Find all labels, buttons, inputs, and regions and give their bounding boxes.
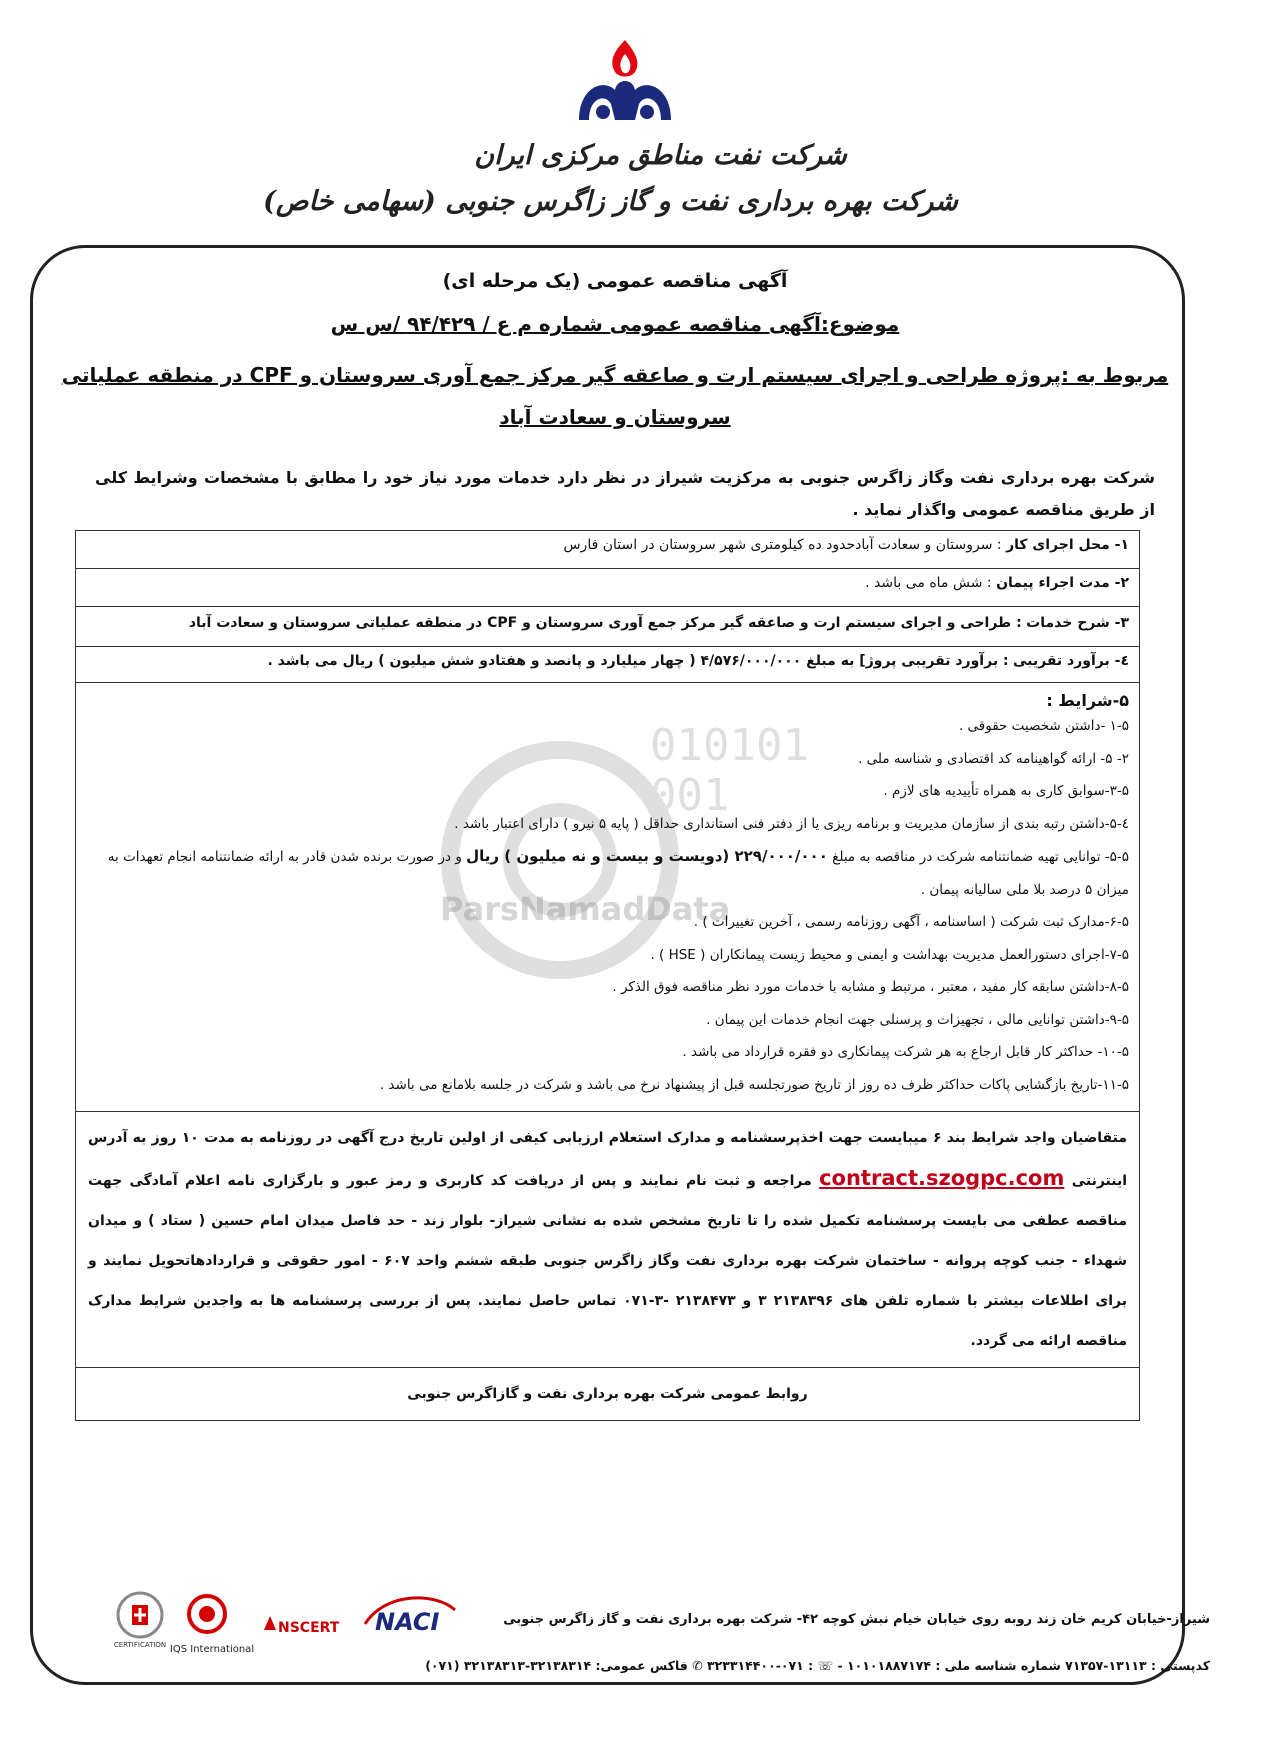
- watermark-text: ParsNamadData: [440, 890, 731, 928]
- notice-related: مربوط به :پروژه طراحی و اجرای سیستم ارت و صاعقه گیر مرکز جمع آوری سروستان و CPF در منطقه عملیاتی سروستان و سعادت آباد: [61, 363, 1169, 429]
- public-relations-signature: روابط عمومی شرکت بهره برداری نفت و گازاگرس جنوبی: [76, 1368, 1140, 1421]
- table-row: [76, 569, 1140, 607]
- item-label: ٤- برآورد تقریبی: [1013, 653, 1129, 669]
- conditions-heading: ۵-شرایط :: [1046, 691, 1129, 710]
- iqs-logo: [169, 1590, 255, 1660]
- table-row: [76, 647, 1140, 683]
- notice-subject: موضوع:آگهی مناقصه عمومی شماره م ع / ۹۴/۴۲۹ /س س: [330, 312, 900, 336]
- item-label: ۲- مدت اجراء پیمان: [996, 575, 1129, 591]
- naci-label: NACI: [375, 1608, 440, 1636]
- guarantee-pre: ۵-۵- توانایی تهیه ضمانتنامه شرکت در مناقصه به مبلغ: [832, 849, 1129, 865]
- company-logo: [565, 38, 685, 130]
- seal-label: CERTIFICATION: [113, 1641, 167, 1649]
- condition-item: ۷-۵-اجرای دستورالعمل مدیریت بهداشت و ایمنی و محیط زیست پیمانکاران ( HSE ) .: [650, 946, 1129, 963]
- company-name-line2: شرکت بهره برداری نفت و گاز زاگرس جنوبی (سهامی خاص): [263, 186, 958, 217]
- notice-intro: شرکت بهره برداری نفت وگاز زاگرس جنوبی به مرکزیت شیراز در نظر دارد خدمات مورد نیاز خود را مطابق با مشخصات وشرایط کلی از طریق مناقصه عمومی واگذار نماید .: [95, 468, 1155, 519]
- condition-item: ٤-۵-داشتن رتبه بندی از سازمان مدیریت و برنامه ریزی یا از دفتر فنی استانداری حداقل ( پایه ۵ نیرو ) دارای اعتبار باشد .: [454, 815, 1129, 832]
- table-row: [76, 607, 1140, 647]
- item-location: [76, 531, 1140, 569]
- item-estimate: [76, 647, 1140, 683]
- guarantee-amount: ۲۲۹/۰۰۰/۰۰۰ (دویست و بیست و نه میلیون ) ریال: [466, 847, 828, 865]
- condition-item-guarantee: [86, 840, 1129, 906]
- table-row: [76, 683, 1140, 1112]
- item-services: [76, 607, 1140, 647]
- applicants-instructions: [76, 1112, 1140, 1368]
- condition-item: ۸-۵-داشتن سابقه کار مفید ، معتبر ، مرتبط و مشابه با خدمات مورد نظر مناقصه فوق الذکر .: [612, 979, 1129, 995]
- registration-link[interactable]: contract.szogpc.com: [819, 1166, 1065, 1190]
- item-duration: [76, 569, 1140, 607]
- guarantee-post: و در صورت برنده شدن قادر به ارائه ضمانتنامه انجام تعهدات به میزان ۵ درصد بلا ملی سالیانه پیمان .: [107, 849, 1129, 898]
- condition-item: ۱-۵ -داشتن شخصیت حقوقی .: [958, 718, 1129, 734]
- company-name-line1: شرکت نفت مناطق مرکزی ایران: [474, 140, 847, 171]
- condition-item: ۹-۵-داشتن توانایی مالی ، تجهیزات و پرسنلی جهت انجام خدمات این پیمان .: [706, 1011, 1129, 1028]
- item-label: ۱- محل اجرای کار: [1006, 537, 1129, 553]
- svg-text:010101: 010101: [650, 720, 809, 771]
- nscert-logo: [260, 1610, 340, 1640]
- conditions-cell: [76, 683, 1140, 1112]
- condition-item: ۶-۵-مدارک ثبت شرکت ( اساسنامه ، آگهی روزنامه رسمی ، آخرین تغییرات ) .: [693, 914, 1129, 930]
- footer-address: شیراز-خیابان کریم خان زند روبه روی خیابان خیام نبش کوچه ۴۲- شرکت بهره برداری نفت و گاز زاگرس جنوبی: [503, 1612, 1210, 1627]
- certification-seal-icon: [115, 1590, 165, 1650]
- item-value: : سروستان و سعادت آبادحدود ده کیلومتری شهر سروستان در استان فارس: [563, 537, 1002, 553]
- table-row: [76, 1368, 1140, 1421]
- item-value: : برآورد تقریبی پروژ] به مبلغ ۴/۵۷۶/۰۰۰/۰۰۰ ( چهار میلیارد و پانصد و هفتادو شش میلیون ) ریال می باشد .: [267, 653, 1009, 669]
- footer-contact: کدپستی : ۱۳۱۱۳-۷۱۳۵۷ شماره شناسه ملی : ۱۰۱۰۱۸۸۷۱۷۴ - ☏ : ۰۷۱-۳۲۳۳۱۴۴۰۰ ✆ فاکس عمومی: ۳۲۱۳۸۳۱۴-۳۲۱۳۸۳۱۳ (۰۷۱): [425, 1658, 1210, 1673]
- item-label: ۳- شرح خدمات: [1026, 615, 1129, 631]
- condition-item: ۱۱-۵-تاریخ بازگشایی پاکات حداکثر ظرف ده روز از تاریخ صورتجلسه قبل از پیشنهاد نرخ می باشد و شرکت در جلسه بلامانع می باشد .: [379, 1076, 1129, 1093]
- condition-item: ۱۰-۵- حداکثر کار قابل ارجاع به هر شرکت پیمانکاری دو فقره قرارداد می باشد .: [682, 1044, 1129, 1060]
- applicants-text-part2: مراجعه و ثبت نام نمایند و پس از دریافت کد کاربری و رمز عبور و بارگزاری نامه اعلام آمادگی جهت مناقصه عطفی می بایست پرسشنامه تکمیل شده را تا تاریخ مشخص شده به نشانی شیراز- بلوار زند - حد فاصل میدان امام حسین ( ستاد ) و میدان شهداء - جنب کوچه پروانه - ساختمان شرکت بهره برداری نفت وگاز زاگرس جنوبی طبقه ششم واحد ۶۰۷ - امور حقوقی و قراردادهاتحویل نمایند و برای اطلاعات بیشتر با شماره تلفن های ۲۱۳۸۳۹۶ ۳ و ۲۱۳۸۴۷۳ -۳-۰۷۱ تماس حاصل نمایند. پس از بررسی پرسشنامه ها به واجدین شرایط مدارک مناقصه ارائه می گردد.: [88, 1173, 1128, 1349]
- svg-text:001: 001: [650, 770, 730, 821]
- naci-logo: [355, 1590, 465, 1650]
- notice-title: آگهی مناقصه عمومی (یک مرحله ای): [442, 270, 788, 292]
- nscert-label: NSCERT: [278, 1620, 340, 1636]
- iqs-label: IQS International: [169, 1644, 255, 1655]
- applicants-text-part1: متقاضیان واجد شرایط بند ۶ میبایست جهت اخذپرسشنامه و مدارک استعلام ارزیابی کیفی از اولین تاریخ درج آگهی در روزنامه به مدت ۱۰ روز به آدرس اینترنتی: [88, 1130, 1128, 1189]
- condition-item: ۲- ۵- ارائه گواهینامه کد اقتصادی و شناسه ملی .: [858, 750, 1129, 767]
- table-row: [76, 1112, 1140, 1368]
- table-row: [76, 531, 1140, 569]
- condition-item: ۳-۵-سوابق کاری به همراه تأییدیه های لازم .: [883, 783, 1129, 799]
- item-value: : طراحی و اجرای سیستم ارت و صاعقه گیر مرکز جمع آوری سروستان و CPF در منطقه عملیاتی سروستان و سعادت آباد: [188, 615, 1022, 631]
- tender-details-table: [75, 530, 1140, 1421]
- item-value: : شش ماه می باشد .: [865, 575, 992, 591]
